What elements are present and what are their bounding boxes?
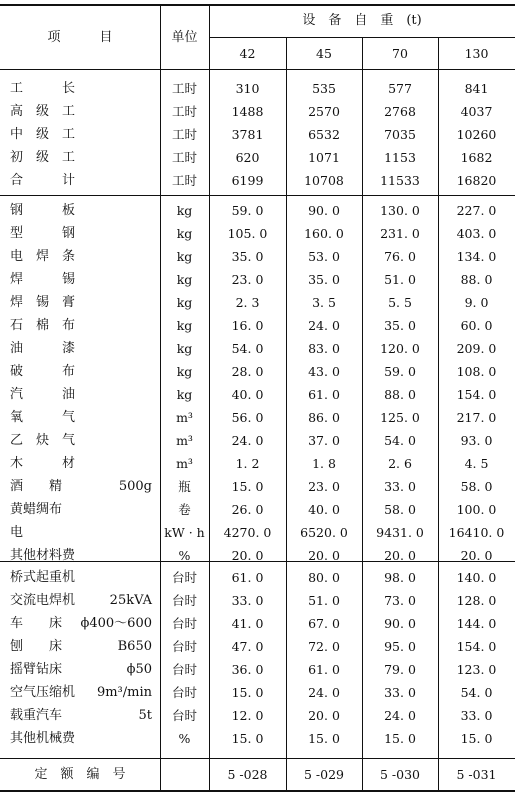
row-value: 73. 0 bbox=[384, 593, 416, 608]
row-value: 125. 0 bbox=[380, 410, 420, 425]
row-value: 98. 0 bbox=[384, 570, 416, 585]
row-value: 33. 0 bbox=[384, 479, 416, 494]
row-value: 72. 0 bbox=[308, 639, 340, 654]
row-unit: 台时 bbox=[171, 639, 197, 654]
row-value: 54. 0 bbox=[384, 433, 416, 448]
row-value: 105. 0 bbox=[227, 226, 268, 241]
row-unit: 台时 bbox=[171, 685, 197, 700]
row-value: 16. 0 bbox=[231, 318, 264, 333]
row-value: 217. 0 bbox=[456, 410, 497, 425]
row-value: 54. 0 bbox=[231, 341, 264, 356]
row-item-spec: B650 bbox=[117, 639, 152, 654]
footer-code-130: 5 -031 bbox=[456, 767, 497, 782]
row-item-name: 焊 锡 bbox=[10, 272, 76, 287]
row-item-name: 乙 炔 气 bbox=[10, 433, 76, 448]
row-value: 6199 bbox=[231, 173, 264, 188]
row-unit: kg bbox=[176, 364, 193, 379]
row-value: 310 bbox=[235, 81, 260, 96]
row-item-spec: 500g bbox=[118, 479, 152, 494]
row-value: 227. 0 bbox=[456, 203, 497, 218]
row-item-name: 车 床 bbox=[10, 616, 63, 631]
header-unit: 单位 bbox=[171, 30, 198, 45]
row-unit: kg bbox=[176, 341, 193, 356]
row-value: 79. 0 bbox=[384, 662, 416, 677]
row-value: 59. 0 bbox=[384, 364, 416, 379]
row-value: 15. 0 bbox=[384, 731, 416, 746]
row-item-name: 焊 锡 膏 bbox=[10, 295, 76, 310]
row-value: 20. 0 bbox=[308, 548, 340, 563]
row-value: 58. 0 bbox=[384, 502, 416, 517]
row-value: 20. 0 bbox=[231, 548, 264, 563]
row-unit: 台时 bbox=[171, 662, 197, 677]
row-value: 59. 0 bbox=[231, 203, 264, 218]
row-value: 6532 bbox=[308, 127, 340, 142]
table-top-rule bbox=[0, 4, 515, 6]
row-value: 20. 0 bbox=[308, 708, 340, 723]
row-value: 20. 0 bbox=[460, 548, 493, 563]
row-value: 841 bbox=[464, 81, 489, 96]
row-value: 577 bbox=[388, 81, 412, 96]
row-value: 2570 bbox=[308, 104, 340, 119]
row-unit: kg bbox=[176, 249, 193, 264]
row-item-name: 交流电焊机 bbox=[10, 593, 76, 608]
row-value: 154. 0 bbox=[456, 639, 497, 654]
row-unit: kg bbox=[176, 226, 193, 241]
row-value: 23. 0 bbox=[231, 272, 264, 287]
row-value: 40. 0 bbox=[231, 387, 264, 402]
row-item-spec: ϕ400～600 bbox=[80, 616, 152, 631]
row-value: 43. 0 bbox=[308, 364, 340, 379]
row-value: 6520. 0 bbox=[300, 525, 348, 540]
footer-code-42: 5 -028 bbox=[227, 767, 268, 782]
row-value: 108. 0 bbox=[456, 364, 497, 379]
row-unit: 工时 bbox=[171, 173, 197, 188]
row-value: 35. 0 bbox=[231, 249, 264, 264]
row-value: 15. 0 bbox=[231, 479, 264, 494]
row-value: 24. 0 bbox=[308, 318, 340, 333]
row-value: 37. 0 bbox=[308, 433, 340, 448]
row-value: 15. 0 bbox=[460, 731, 493, 746]
row-value: 24. 0 bbox=[231, 433, 264, 448]
row-value: 26. 0 bbox=[231, 502, 264, 517]
header-col-130: 130 bbox=[464, 46, 489, 61]
row-value: 123. 0 bbox=[456, 662, 497, 677]
row-value: 4037 bbox=[460, 104, 493, 119]
row-unit: 工时 bbox=[171, 150, 197, 165]
row-item-name: 电 bbox=[10, 525, 24, 540]
row-value: 1071 bbox=[308, 150, 340, 165]
row-value: 88. 0 bbox=[460, 272, 493, 287]
header-col-42: 42 bbox=[239, 46, 256, 61]
row-unit: kg bbox=[176, 272, 193, 287]
row-value: 403. 0 bbox=[456, 226, 497, 241]
row-value: 10260 bbox=[456, 127, 497, 142]
row-value: 20. 0 bbox=[384, 548, 416, 563]
row-item-name: 工 长 bbox=[10, 81, 76, 96]
row-unit: 卷 bbox=[178, 502, 191, 517]
row-value: 7035 bbox=[384, 127, 416, 142]
row-value: 100. 0 bbox=[456, 502, 497, 517]
row-item-name: 石 棉 布 bbox=[10, 318, 76, 333]
row-value: 1. 2 bbox=[235, 456, 260, 471]
row-unit: m³ bbox=[176, 433, 193, 448]
row-value: 51. 0 bbox=[308, 593, 340, 608]
header-col-45: 45 bbox=[316, 46, 332, 61]
row-value: 67. 0 bbox=[308, 616, 340, 631]
row-value: 128. 0 bbox=[456, 593, 497, 608]
row-unit: 工时 bbox=[171, 127, 197, 142]
row-unit: 工时 bbox=[171, 104, 197, 119]
group-separator bbox=[0, 195, 515, 196]
row-value: 10708 bbox=[304, 173, 344, 188]
row-item-name: 钢 板 bbox=[10, 203, 76, 218]
row-value: 1682 bbox=[460, 150, 493, 165]
row-item-name: 刨 床 bbox=[10, 639, 63, 654]
row-value: 4. 5 bbox=[464, 456, 489, 471]
row-item-name: 汽 油 bbox=[10, 387, 76, 402]
row-item-name: 中 级 工 bbox=[10, 127, 76, 142]
row-unit: m³ bbox=[176, 456, 193, 471]
row-item-name: 载重汽车 bbox=[10, 708, 63, 723]
row-value: 51. 0 bbox=[384, 272, 416, 287]
row-value: 80. 0 bbox=[308, 570, 340, 585]
row-unit: kW · h bbox=[164, 525, 205, 540]
row-value: 83. 0 bbox=[308, 341, 340, 356]
row-value: 54. 0 bbox=[460, 685, 493, 700]
row-item-name: 空气压缩机 bbox=[10, 685, 76, 700]
row-value: 33. 0 bbox=[384, 685, 416, 700]
row-value: 130. 0 bbox=[380, 203, 420, 218]
row-value: 90. 0 bbox=[308, 203, 340, 218]
row-unit: kg bbox=[176, 318, 193, 333]
row-value: 61. 0 bbox=[308, 387, 340, 402]
row-item-name: 型 钢 bbox=[10, 226, 76, 241]
header-item: 项 目 bbox=[47, 30, 113, 45]
row-value: 61. 0 bbox=[231, 570, 264, 585]
row-value: 58. 0 bbox=[460, 479, 493, 494]
row-value: 76. 0 bbox=[384, 249, 416, 264]
row-value: 40. 0 bbox=[308, 502, 340, 517]
row-unit: kg bbox=[176, 203, 193, 218]
row-value: 160. 0 bbox=[304, 226, 344, 241]
row-value: 86. 0 bbox=[308, 410, 340, 425]
row-unit: 工时 bbox=[171, 81, 197, 96]
row-unit: 瓶 bbox=[178, 479, 191, 494]
row-value: 2. 3 bbox=[235, 295, 260, 310]
row-unit: 台时 bbox=[171, 570, 197, 585]
row-item-name: 破 布 bbox=[10, 364, 76, 379]
row-value: 35. 0 bbox=[308, 272, 340, 287]
row-value: 24. 0 bbox=[308, 685, 340, 700]
row-item-name: 酒 精 bbox=[10, 479, 63, 494]
row-value: 154. 0 bbox=[456, 387, 497, 402]
row-value: 1. 8 bbox=[312, 456, 336, 471]
row-value: 231. 0 bbox=[380, 226, 420, 241]
row-value: 140. 0 bbox=[456, 570, 497, 585]
row-value: 41. 0 bbox=[231, 616, 264, 631]
row-unit: kg bbox=[176, 295, 193, 310]
row-item-name: 其他材料费 bbox=[10, 548, 76, 563]
footer-code-70: 5 -030 bbox=[379, 767, 420, 782]
header-weight: 设 备 自 重 (t) bbox=[302, 13, 422, 28]
row-unit: 台时 bbox=[171, 616, 197, 631]
row-value: 36. 0 bbox=[231, 662, 264, 677]
row-unit: % bbox=[178, 731, 191, 746]
row-item-name: 摇臂钻床 bbox=[10, 662, 63, 677]
row-unit: m³ bbox=[176, 410, 193, 425]
row-value: 95. 0 bbox=[384, 639, 416, 654]
row-value: 5. 5 bbox=[388, 295, 412, 310]
row-value: 60. 0 bbox=[460, 318, 493, 333]
row-value: 61. 0 bbox=[308, 662, 340, 677]
row-value: 3781 bbox=[231, 127, 264, 142]
row-value: 535 bbox=[312, 81, 336, 96]
footer-label: 定 额 编 号 bbox=[34, 767, 126, 782]
row-value: 11533 bbox=[380, 173, 420, 188]
row-value: 16820 bbox=[456, 173, 497, 188]
row-value: 4270. 0 bbox=[223, 525, 272, 540]
row-item-name: 木 材 bbox=[10, 456, 76, 471]
row-value: 1488 bbox=[231, 104, 264, 119]
row-value: 2768 bbox=[384, 104, 416, 119]
row-value: 620 bbox=[235, 150, 260, 165]
row-value: 47. 0 bbox=[231, 639, 264, 654]
row-item-name: 高 级 工 bbox=[10, 104, 76, 119]
row-value: 209. 0 bbox=[456, 341, 497, 356]
row-unit: 台时 bbox=[171, 593, 197, 608]
row-value: 53. 0 bbox=[308, 249, 340, 264]
footer-code-45: 5 -029 bbox=[303, 767, 344, 782]
row-value: 16410. 0 bbox=[448, 525, 505, 540]
row-value: 12. 0 bbox=[231, 708, 264, 723]
row-value: 120. 0 bbox=[380, 341, 420, 356]
row-unit: kg bbox=[176, 387, 193, 402]
row-value: 9431. 0 bbox=[376, 525, 424, 540]
header-col-70: 70 bbox=[392, 46, 408, 61]
row-unit: % bbox=[178, 548, 191, 563]
row-item-name: 初 级 工 bbox=[10, 150, 76, 165]
row-value: 33. 0 bbox=[231, 593, 264, 608]
row-value: 23. 0 bbox=[308, 479, 340, 494]
row-item-name: 油 漆 bbox=[10, 341, 76, 356]
row-value: 88. 0 bbox=[384, 387, 416, 402]
row-value: 33. 0 bbox=[460, 708, 493, 723]
row-item-name: 其他机械费 bbox=[10, 731, 76, 746]
row-value: 15. 0 bbox=[231, 731, 264, 746]
row-item-spec: ϕ50 bbox=[126, 662, 152, 677]
row-item-name: 电 焊 条 bbox=[10, 249, 76, 264]
row-unit: 台时 bbox=[171, 708, 197, 723]
row-value: 1153 bbox=[384, 150, 416, 165]
row-value: 35. 0 bbox=[384, 318, 416, 333]
row-value: 9. 0 bbox=[464, 295, 489, 310]
row-item-name: 氧 气 bbox=[10, 410, 76, 425]
row-value: 3. 5 bbox=[312, 295, 336, 310]
row-value: 28. 0 bbox=[231, 364, 264, 379]
row-item-spec: 25kVA bbox=[109, 593, 152, 608]
row-value: 15. 0 bbox=[308, 731, 340, 746]
row-value: 24. 0 bbox=[384, 708, 416, 723]
row-item-spec: 5t bbox=[138, 708, 152, 723]
row-value: 134. 0 bbox=[456, 249, 497, 264]
row-item-name: 桥式起重机 bbox=[10, 570, 76, 585]
row-value: 15. 0 bbox=[231, 685, 264, 700]
row-item-name: 黄蜡绸布 bbox=[10, 502, 63, 517]
row-value: 56. 0 bbox=[231, 410, 264, 425]
row-item-spec: 9m³/min bbox=[96, 685, 152, 700]
row-item-name: 合 计 bbox=[10, 173, 76, 188]
row-value: 144. 0 bbox=[456, 616, 497, 631]
row-value: 93. 0 bbox=[460, 433, 493, 448]
row-value: 2. 6 bbox=[388, 456, 412, 471]
row-value: 90. 0 bbox=[384, 616, 416, 631]
